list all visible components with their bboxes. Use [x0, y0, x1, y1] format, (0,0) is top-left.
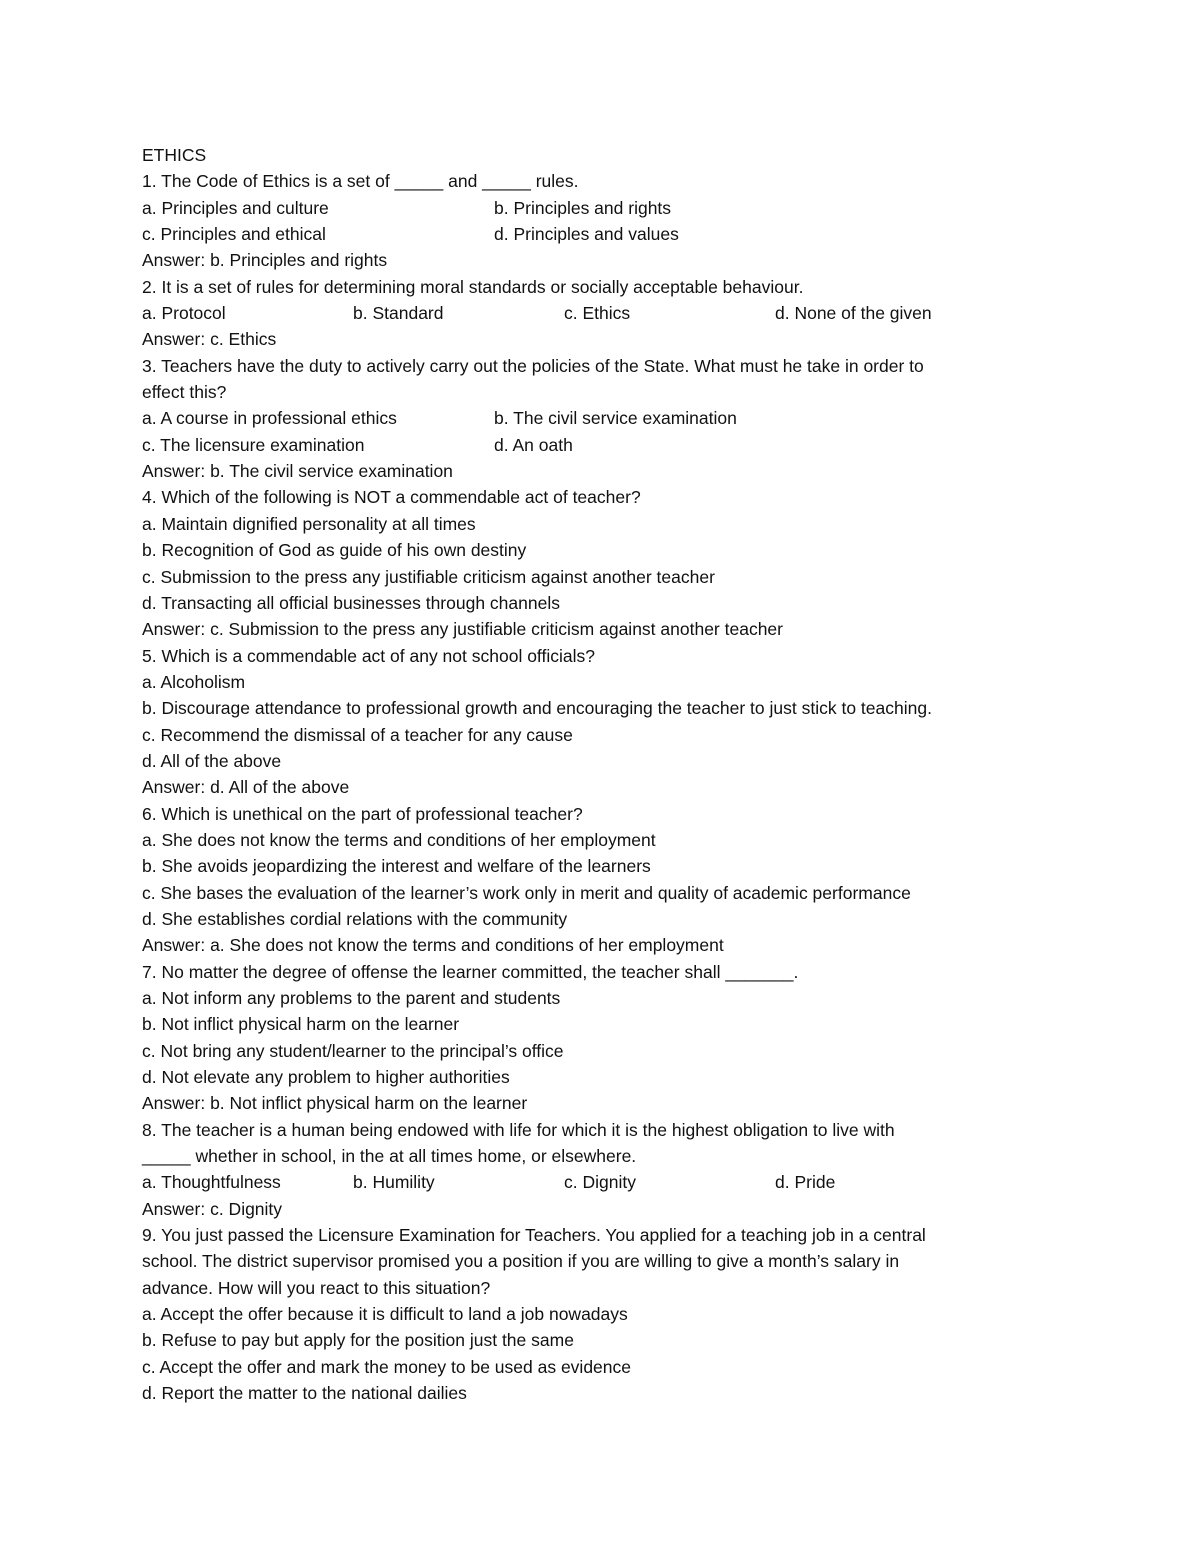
answer-line: Answer: a. She does not know the terms and conditions of her employment: [142, 935, 724, 956]
option-b: b. Humility: [353, 1172, 435, 1193]
answer-line: Answer: b. Principles and rights: [142, 250, 388, 271]
option-a: a. Not inform any problems to the parent and students: [142, 988, 561, 1008]
option-b: b. The civil service examination: [494, 408, 737, 429]
question-4: [142, 484, 1062, 642]
option-b: b. Refuse to pay but apply for the position just the same: [142, 1330, 574, 1351]
question-text: 6. Which is unethical on the part of professional teacher?: [142, 803, 583, 824]
answer-line: Answer: d. All of the above: [142, 777, 350, 798]
option-c: c. Submission to the press any justifiable criticism against another teacher: [142, 566, 715, 587]
option-c: c. Not bring any student/learner to the principal’s office: [142, 1040, 564, 1061]
question-text: 4. Which of the following is NOT a commendable act of teacher?: [142, 487, 641, 508]
question-5: [142, 643, 1062, 801]
question-1: [142, 168, 1062, 273]
option-d: d. Transacting all official businesses through channels: [142, 592, 560, 613]
question-text-cont: effect this?: [142, 382, 227, 403]
option-b: b. Discourage attendance to professional growth and encouraging the teacher to just stick to teaching.: [142, 698, 932, 719]
question-6: [142, 801, 1062, 959]
option-d: d. Not elevate any problem to higher authorities: [142, 1067, 510, 1088]
question-text: 8. The teacher is a human being endowed with life for which it is the highest obligation to live with: [142, 1119, 895, 1140]
option-b: b. Principles and rights: [494, 197, 672, 218]
answer-line: Answer: c. Submission to the press any justifiable criticism against another teacher: [142, 619, 783, 640]
options-row: [142, 432, 1062, 458]
option-a: a. She does not know the terms and conditions of her employment: [142, 829, 656, 850]
option-a: a. A course in professional ethics: [142, 408, 397, 429]
options-row: [142, 221, 1062, 247]
question-text-cont: school. The district supervisor promised you a position if you are willing to give a month’s salary in: [142, 1251, 900, 1272]
option-d: d. Pride: [775, 1172, 836, 1193]
question-9: [142, 1222, 1062, 1406]
question-text: 2. It is a set of rules for determining moral standards or socially acceptable behaviour.: [142, 276, 804, 297]
option-a: a. Principles and culture: [142, 197, 329, 218]
answer-line: Answer: b. The civil service examination: [142, 461, 453, 482]
option-a: a. Accept the offer because it is difficult to land a job nowadays: [142, 1304, 628, 1325]
question-text: 7. No matter the degree of offense the learner committed, the teacher shall _______.: [142, 961, 799, 982]
answer-line: Answer: c. Dignity: [142, 1198, 283, 1219]
option-b: b. Standard: [353, 303, 444, 324]
option-d: d. All of the above: [142, 750, 282, 771]
question-text: 3. Teachers have the duty to actively carry out the policies of the State. What must he take in order to: [142, 355, 924, 376]
option-a: a. Alcoholism: [142, 671, 246, 692]
question-7: [142, 959, 1062, 1117]
document-title: ETHICS: [142, 145, 207, 165]
answer-line: Answer: c. Ethics: [142, 329, 277, 350]
question-text: 9. You just passed the Licensure Examination for Teachers. You applied for a teaching job in a central: [142, 1225, 926, 1246]
options-row: [142, 300, 1062, 326]
option-d: d. An oath: [494, 434, 573, 455]
option-d: d. Report the matter to the national dailies: [142, 1383, 467, 1404]
options-row: [142, 195, 1062, 221]
options-row: [142, 1169, 1062, 1195]
option-a: a. Maintain dignified personality at all times: [142, 513, 476, 534]
answer-line: Answer: b. Not inflict physical harm on the learner: [142, 1093, 528, 1114]
option-c: c. The licensure examination: [142, 434, 365, 455]
question-text: 5. Which is a commendable act of any not school officials?: [142, 645, 595, 666]
option-b: b. Recognition of God as guide of his own destiny: [142, 540, 527, 561]
option-a: a. Protocol: [142, 303, 226, 324]
option-c: c. Ethics: [564, 303, 631, 324]
question-text: 1. The Code of Ethics is a set of _____ and _____ rules.: [142, 171, 579, 192]
option-a: a. Thoughtfulness: [142, 1172, 281, 1193]
question-text-cont: _____ whether in school, in the at all times home, or elsewhere.: [142, 1146, 637, 1167]
option-c: c. Accept the offer and mark the money to be used as evidence: [142, 1356, 632, 1377]
question-text-cont: advance. How will you react to this situation?: [142, 1277, 491, 1298]
option-c: c. Dignity: [564, 1172, 636, 1193]
option-c: c. She bases the evaluation of the learner’s work only in merit and quality of academic performance: [142, 882, 911, 903]
option-b: b. Not inflict physical harm on the learner: [142, 1014, 460, 1035]
document-body: [142, 142, 1062, 1407]
options-row: [142, 405, 1062, 431]
option-d: d. She establishes cordial relations with the community: [142, 908, 568, 929]
option-c: c. Principles and ethical: [142, 224, 326, 245]
question-3: [142, 353, 1062, 485]
question-2: [142, 274, 1062, 353]
question-8: [142, 1117, 1062, 1222]
option-b: b. She avoids jeopardizing the interest and welfare of the learners: [142, 856, 651, 877]
option-d: d. Principles and values: [494, 224, 679, 245]
option-d: d. None of the given: [775, 303, 932, 324]
option-c: c. Recommend the dismissal of a teacher for any cause: [142, 724, 573, 745]
